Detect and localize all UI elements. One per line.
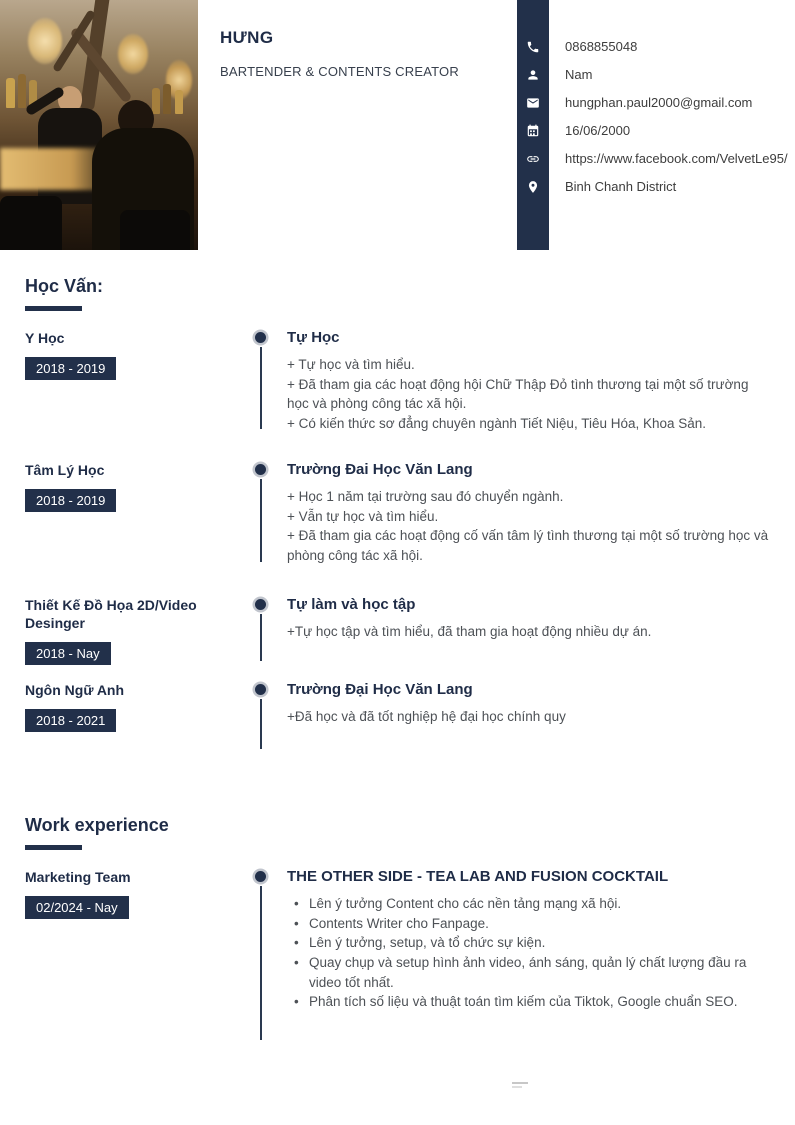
detail-line: + Đã tham gia các hoạt động cố vấn tâm lý tình thương tại một số trường học và phòng công tác xã hội. xyxy=(287,528,769,563)
watermark xyxy=(512,1082,528,1089)
program-name: Thiết Kế Đồ Họa 2D/Video Desinger xyxy=(25,596,197,632)
program-name: Ngôn Ngữ Anh xyxy=(25,682,125,699)
period-badge: 02/2024 - Nay xyxy=(25,896,129,919)
education-entry-left xyxy=(25,461,250,565)
timeline xyxy=(250,596,287,666)
timeline xyxy=(250,868,287,1044)
photo-bottle xyxy=(6,78,15,108)
work-section xyxy=(0,815,795,850)
timeline xyxy=(250,681,287,753)
period-badge: 2018 - 2019 xyxy=(25,489,116,512)
work-entry-left xyxy=(25,868,250,1044)
education-entry-left xyxy=(25,681,250,753)
detail-line: + Đã tham gia các hoạt động hội Chữ Thập Đỏ tình thương tại một số trường học và phòng công tác xã hội. xyxy=(287,376,749,412)
program-name: Y Học xyxy=(25,330,65,346)
detail-line: +Tự học tập và tìm hiểu, đã tham gia hoạt động nhiều dự án. xyxy=(287,623,652,639)
contact-list xyxy=(517,38,793,206)
team-name: Marketing Team xyxy=(25,869,131,886)
work-entries xyxy=(25,868,770,1044)
link-icon xyxy=(517,150,549,166)
work-bullet: • Quay chụp và setup hình ảnh video, ánh sáng, quản lý chất lượng đầu ra video tốt nhất. xyxy=(287,953,770,992)
location-value: Binh Chanh District xyxy=(565,179,677,194)
contact-row-email xyxy=(517,94,793,113)
work-bullet-list xyxy=(287,894,770,1011)
photo-chair xyxy=(120,210,190,250)
timeline-dot-icon xyxy=(255,871,266,882)
timeline-dot-icon xyxy=(255,599,266,610)
photo-bottle xyxy=(152,88,160,114)
candidate-name: HƯNG xyxy=(220,28,274,47)
timeline xyxy=(250,329,287,433)
contact-row-location xyxy=(517,178,793,197)
contact-row-birthdate xyxy=(517,122,793,141)
phone-icon xyxy=(517,38,549,54)
detail-line: + Tự học và tìm hiểu. xyxy=(287,357,415,372)
timeline-dot-icon xyxy=(255,464,266,475)
timeline-dot-icon xyxy=(255,332,266,343)
education-entry-body xyxy=(287,596,770,666)
institution-name: Tự Học xyxy=(287,329,340,346)
timeline-line xyxy=(260,699,263,749)
timeline-dot-icon xyxy=(255,684,266,695)
photo-bottle xyxy=(18,74,26,108)
timeline-line xyxy=(260,347,263,429)
education-entries xyxy=(25,329,770,753)
education-entry-body xyxy=(287,329,770,433)
timeline-line xyxy=(260,886,263,1040)
detail-line: + Vẫn tự học và tìm hiểu. xyxy=(287,508,439,524)
education-entry xyxy=(25,461,770,565)
company-name: THE OTHER SIDE - TEA LAB AND FUSION COCKTAIL xyxy=(287,868,669,886)
cv-header xyxy=(0,0,795,250)
calendar-icon xyxy=(517,122,549,138)
photo-bottle xyxy=(163,84,171,114)
phone-value: 0868855048 xyxy=(565,39,638,54)
work-entry xyxy=(25,868,770,1044)
timeline xyxy=(250,461,287,565)
education-heading-underline xyxy=(25,306,82,311)
location-icon xyxy=(517,178,549,194)
photo-chair xyxy=(0,196,62,250)
timeline-line xyxy=(260,614,263,662)
education-entry-body xyxy=(287,461,770,565)
timeline-line xyxy=(260,479,263,561)
contact-row-gender xyxy=(517,66,793,85)
email-value[interactable]: hungphan.paul2000@gmail.com xyxy=(565,95,753,110)
education-entry-body xyxy=(287,681,770,753)
institution-name: Trường Đại Học Văn Lang xyxy=(287,681,473,699)
work-bullet: • Contents Writer cho Fanpage. xyxy=(287,914,770,934)
work-heading: Work experience xyxy=(25,815,169,836)
education-entry-left xyxy=(25,329,250,433)
profile-photo xyxy=(0,0,198,250)
facebook-link[interactable]: https://www.facebook.com/VelvetLe95/ xyxy=(565,151,788,166)
photo-bottle xyxy=(175,90,183,114)
period-badge: 2018 - 2021 xyxy=(25,709,116,732)
education-entry xyxy=(25,681,770,753)
education-entry xyxy=(25,329,770,433)
period-badge: 2018 - Nay xyxy=(25,642,111,665)
contact-row-link xyxy=(517,150,793,169)
work-entry-body xyxy=(287,868,770,1044)
education-heading: Học Vấn: xyxy=(25,276,104,296)
detail-line: + Có kiến thức sơ đẳng chuyên ngành Tiết Niệu, Tiêu Hóa, Khoa Sản. xyxy=(287,415,707,431)
education-entry-left xyxy=(25,596,250,666)
photo-lantern-light xyxy=(28,18,62,64)
candidate-job-title: BARTENDER & CONTENTS CREATOR xyxy=(220,64,459,79)
detail-line: + Học 1 năm tại trường sau đó chuyển ngành. xyxy=(287,489,564,505)
period-badge: 2018 - 2019 xyxy=(25,357,116,380)
email-icon xyxy=(517,94,549,110)
contact-row-phone xyxy=(517,38,793,57)
education-section xyxy=(0,276,795,311)
user-icon xyxy=(517,66,549,82)
work-bullet: • Phân tích số liệu và thuật toán tìm kiếm của Tiktok, Google chuẩn SEO. xyxy=(287,992,770,1012)
gender-value: Nam xyxy=(565,67,593,82)
education-entry xyxy=(25,596,770,666)
birthdate-value: 16/06/2000 xyxy=(565,123,631,138)
work-heading-underline xyxy=(25,845,82,850)
detail-line: +Đã học và đã tốt nghiệp hệ đại học chính quy xyxy=(287,709,566,725)
program-name: Tâm Lý Học xyxy=(25,462,105,479)
work-bullet: • Lên ý tưởng Content cho các nền tảng mạng xã hội. xyxy=(287,894,770,914)
work-bullet: • Lên ý tưởng, setup, và tổ chức sự kiện. xyxy=(287,933,770,953)
photo-lantern-light xyxy=(118,34,148,74)
institution-name: Tự làm và học tập xyxy=(287,595,416,613)
institution-name: Trường Đai Học Văn Lang xyxy=(287,461,473,479)
